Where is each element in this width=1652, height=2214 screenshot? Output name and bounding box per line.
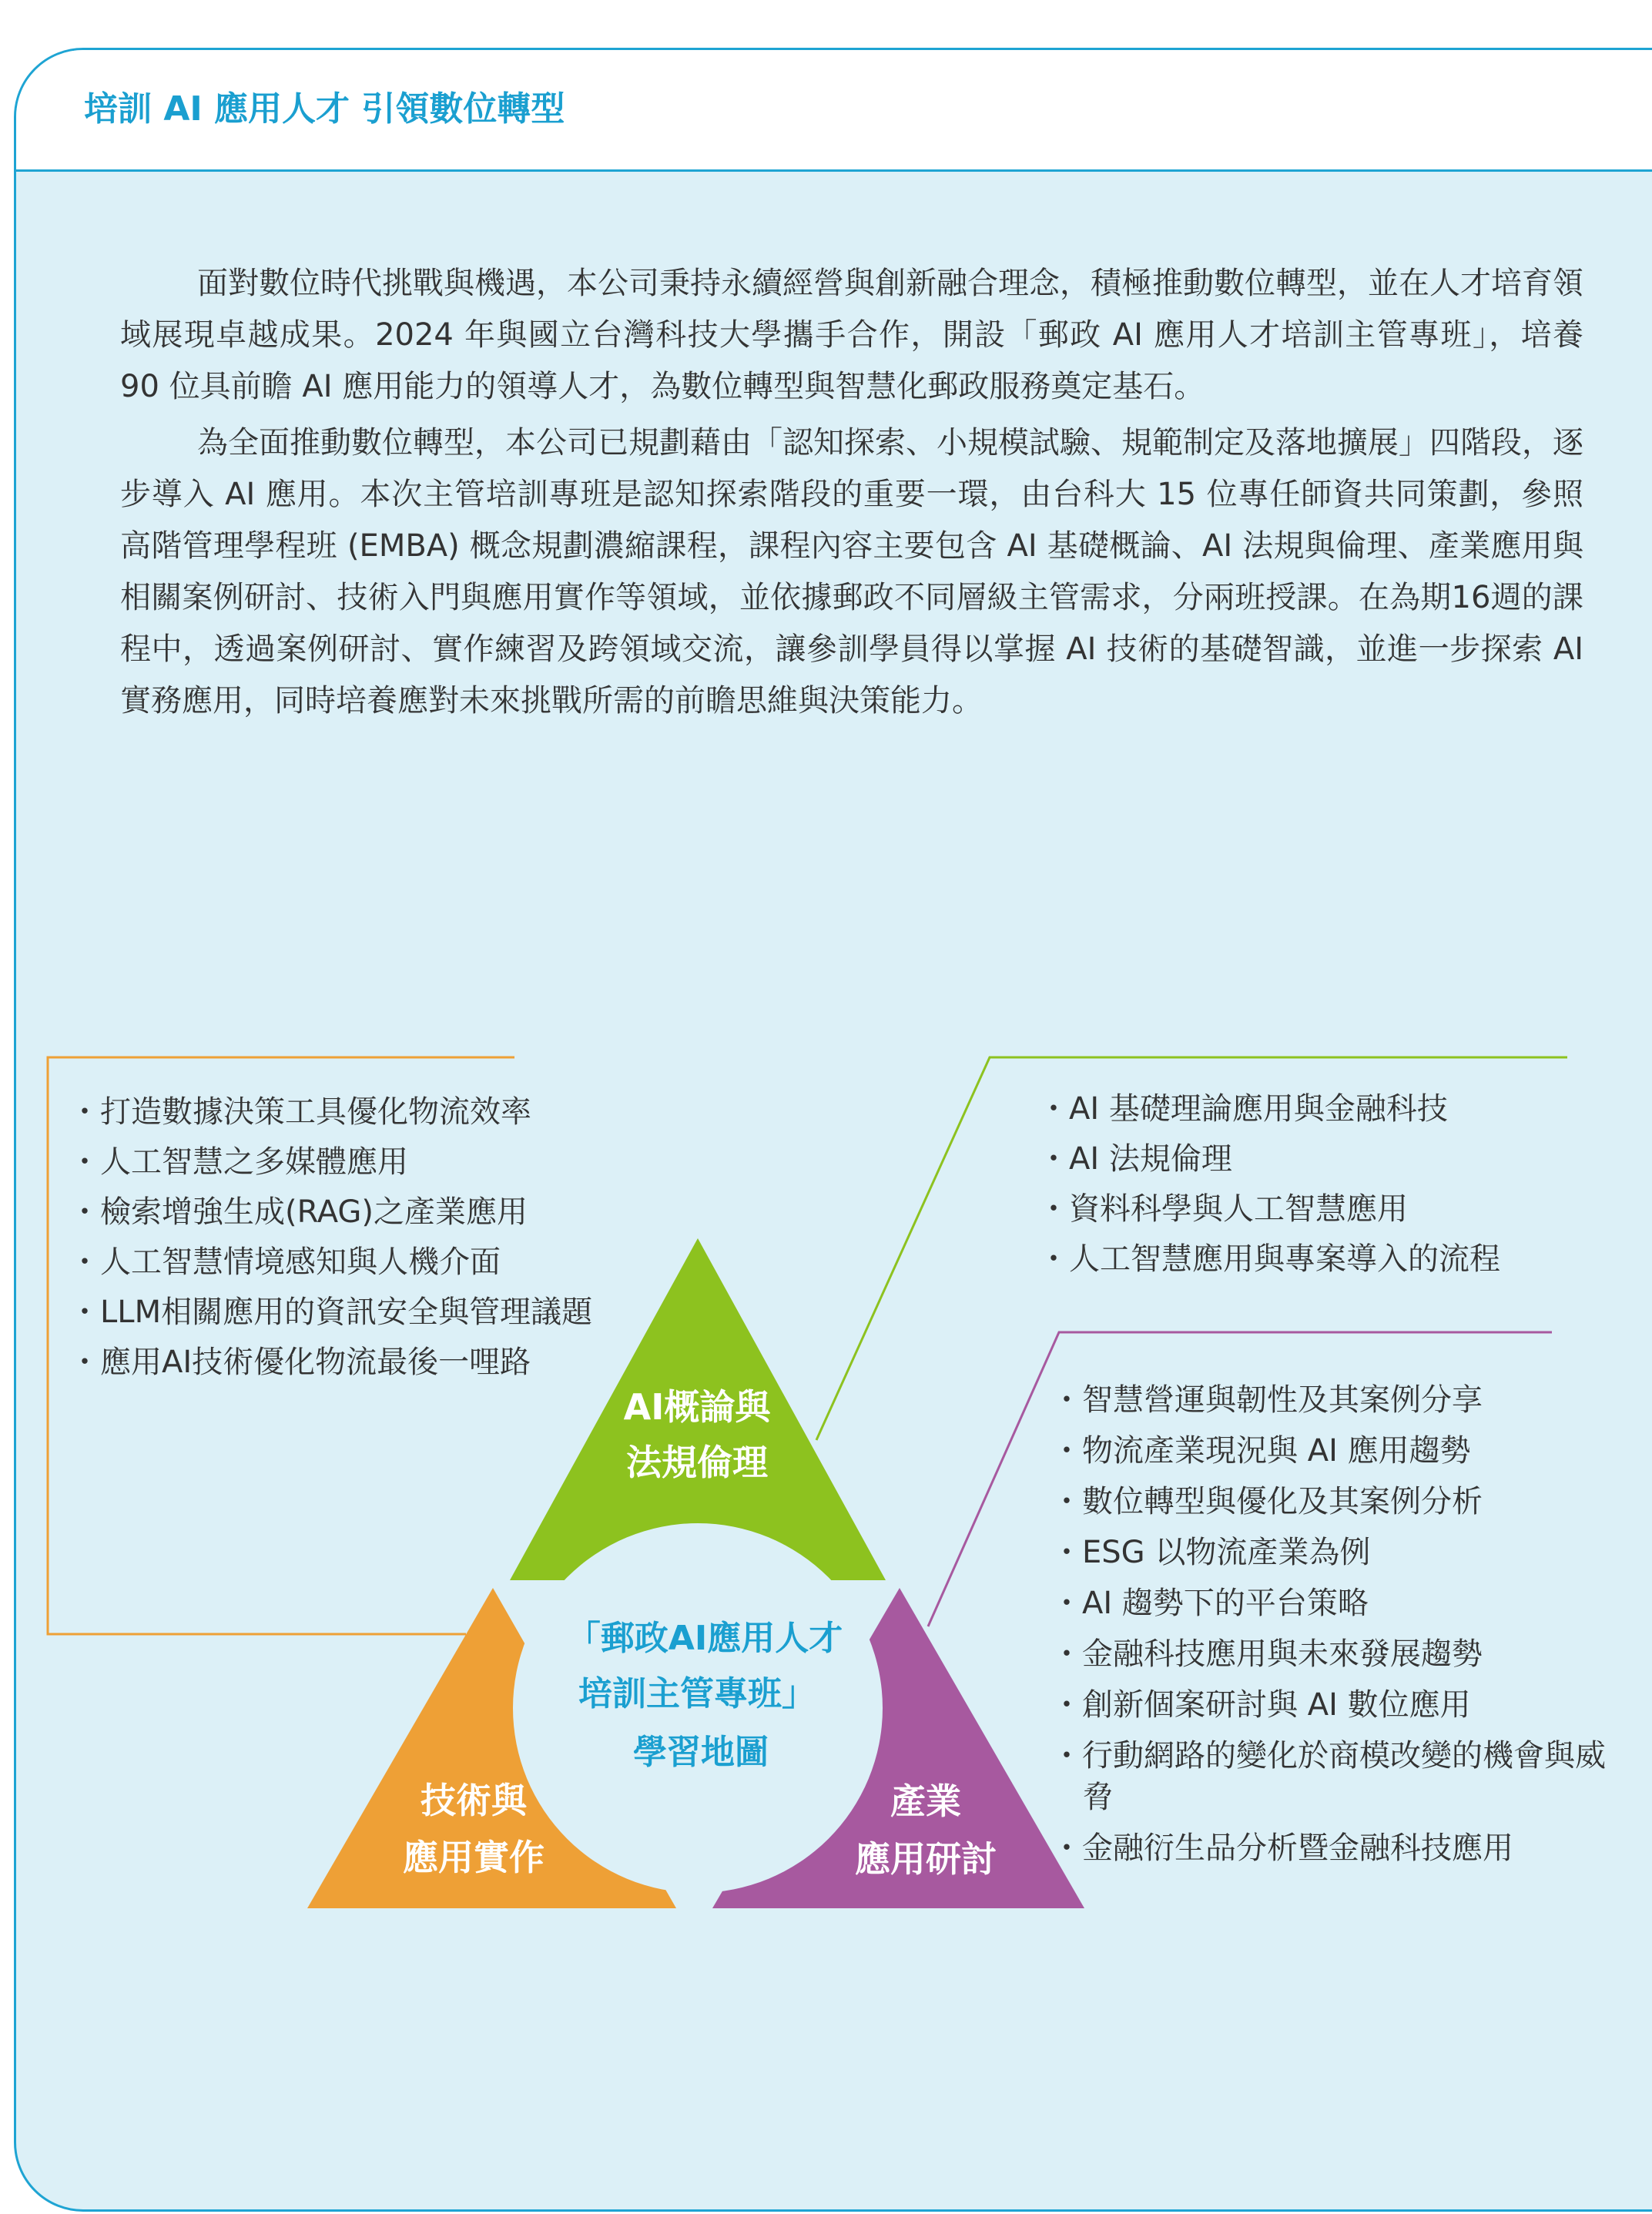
left-topic-list [69,1087,685,1388]
list-item: ・ AI 基礎理論應用與金融科技 [1038,1091,1448,1127]
list-item: ・ 數位轉型與優化及其案例分析 [1051,1484,1483,1519]
list-item: ・ 打造數據決策工具優化物流效率 [69,1094,531,1130]
list-item: ・ 人工智慧情境感知與人機介面 [69,1244,501,1280]
list-item: ・ AI 趨勢下的平台策略 [1051,1586,1369,1621]
left-segment-label-line1: 技術與 [421,1780,527,1821]
list-item: ・ 物流產業現況與 AI 應用趨勢 [1051,1433,1471,1469]
top-segment-label-line1: AI概論與 [623,1386,771,1428]
center-label-line1: 「郵政AI應用人才 [566,1619,843,1658]
list-item: ・ AI 法規倫理 [1038,1141,1232,1177]
list-item: ・ 創新個案研討與 AI 數位應用 [1051,1687,1471,1723]
list-item: ・ 金融衍生品分析暨金融科技應用 [1051,1830,1513,1866]
list-item: ・ ESG 以物流產業為例 [1051,1535,1371,1570]
section-title: 培訓 AI 應用人才 引領數位轉型 [84,89,565,129]
list-item: ・ 智慧營運與韌性及其案例分享 [1051,1382,1483,1418]
top-right-topic-list [1038,1084,1624,1285]
center-label-line2: 培訓主管專班」 [578,1674,816,1713]
list-item: ・ 應用AI技術優化物流最後一哩路 [69,1345,531,1380]
paragraph-1: 面對數位時代挑戰與機遇，本公司秉持永續經營與創新融合理念，積極推動數位轉型，並在人才培育領域展現卓越成果。2024 年與國立台灣科技大學攜手合作，開設「郵政 AI 應用人才培訓主管專班」，培養 90 位具前瞻 AI 應用能力的領導人才，為數位轉型與智慧化郵政服務奠定基石。 [120,266,1583,404]
list-item: ・ 資料科學與人工智慧應用 [1038,1191,1408,1227]
list-item: ・ LLM相關應用的資訊安全與管理議題 [69,1295,593,1330]
right-segment-label-line1: 產業 [890,1780,961,1822]
paragraph-2: 為全面推動數位轉型，本公司已規劃藉由「認知探索、小規模試驗、規範制定及落地擴展」四階段，逐步導入 AI 應用。本次主管培訓專班是認知探索階段的重要一環，由台科大 15 位專任師資共同策劃，參照高階管理學程班 (EMBA) 概念規劃濃縮課程，課程內容主要包含 AI 基礎概論、AI 法規與倫理、產業應用與相關案例研討、技術入門與應用實作等領域，並依據郵政不同層級主管需求，分兩班授課。在為期16週的課程中，透過案例研討、實作練習及跨領域交流，讓參訓學員得以掌握 AI 技術的基礎智識，並進一步探索 AI 實務應用，同時培養應對未來挑戰所需的前瞻思維與決策能力。 [120,425,1583,718]
center-label-line3: 學習地圖 [633,1733,769,1772]
list-item: ・ 金融科技應用與未來發展趨勢 [1051,1636,1483,1672]
left-segment-label-line2: 應用實作 [403,1837,545,1878]
list-item: ・ 人工智慧之多媒體應用 [69,1144,408,1180]
right-segment-label-line2: 應用研討 [855,1838,997,1880]
top-segment-label-line2: 法規倫理 [626,1442,768,1483]
list-item: ・ 檢索增強生成(RAG)之產業應用 [69,1194,528,1230]
list-item: ・ 行動網路的變化於商模改變的機會與威脅 [1051,1738,1606,1815]
bottom-right-topic-list [1051,1375,1606,1874]
list-item: ・ 人工智慧應用與專案導入的流程 [1038,1241,1500,1277]
